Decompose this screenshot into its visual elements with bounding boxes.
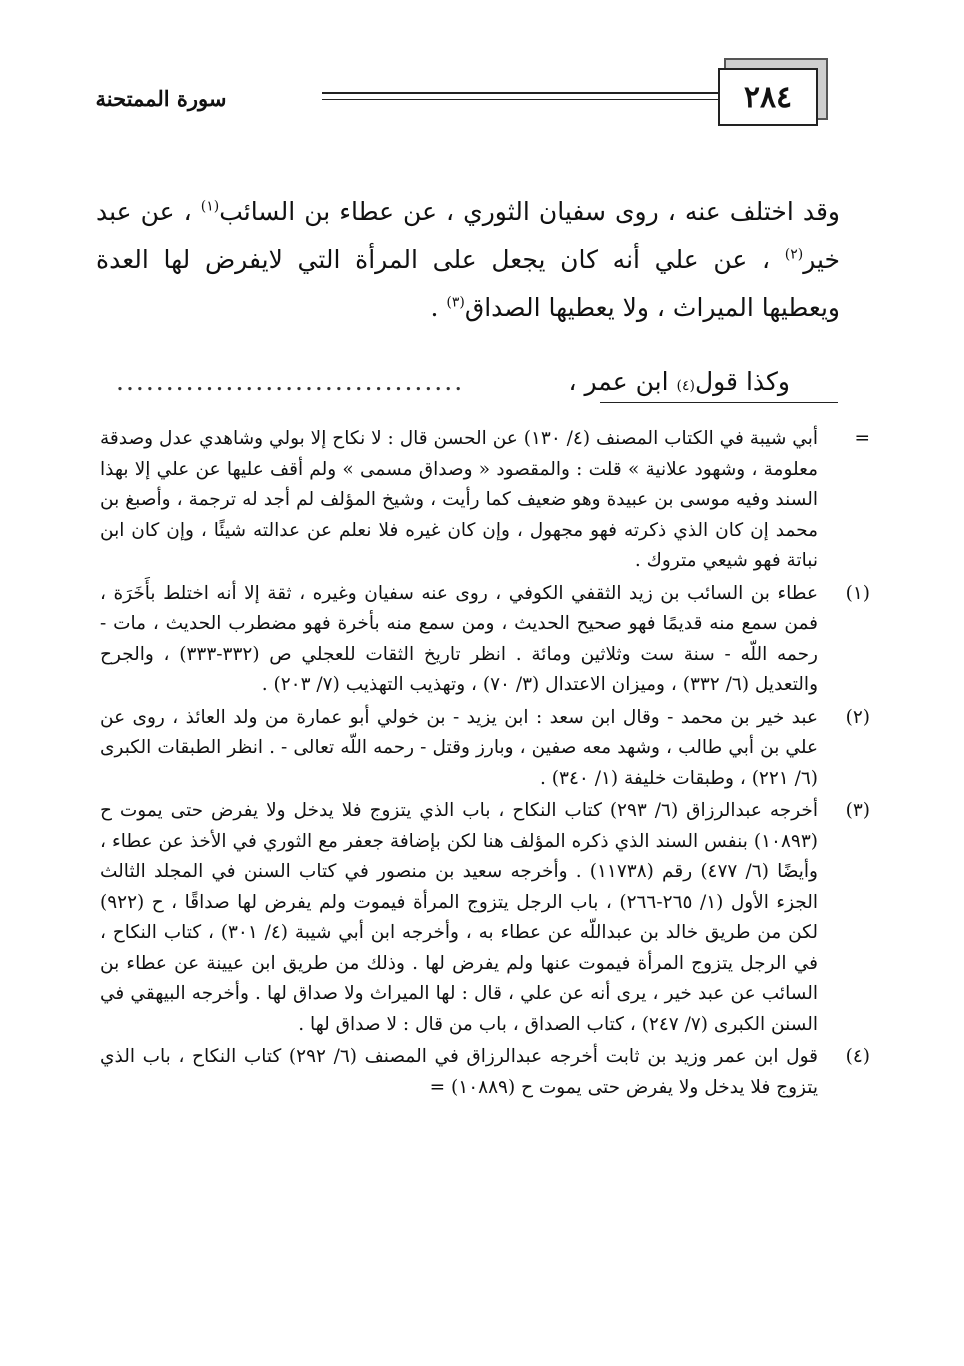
- header-rule-thin: [322, 99, 718, 100]
- header-rule: [322, 92, 718, 94]
- footnote: [100, 796, 870, 1040]
- footnote: [100, 703, 870, 795]
- main-line: ويعطيها الميراث ، ولا يعطيها الصداق$^{(٣)}$ .: [430, 293, 840, 322]
- footnote: [100, 424, 870, 577]
- footnote-text: قول ابن عمر وزيد بن ثابت أخرجه عبدالرزاق في المصنف (٦/ ٢٩٢) كتاب النكاح ، باب الذي يتزوج فلا يدخل ولا يفرض حتى يموت ح (١٠٨٨٩) =: [100, 1046, 818, 1098]
- footnote: [100, 579, 870, 701]
- ellipsis-dots: ...................................: [116, 367, 465, 396]
- page-number: ٢٨٤: [718, 68, 818, 126]
- footnote-number: (٢): [845, 706, 870, 728]
- footnote-number: =: [854, 428, 870, 449]
- footnote-number: (١): [845, 582, 870, 604]
- footnote-text: أبي شيبة في الكتاب المصنف (٤/ ١٣٠) عن الحسن قال : لا نكاح إلا بولي وشاهدي عدل وصدقة معلومة ، وشهود علانية » قلت : والمقصود « وصداق مسمى » ولم أقف عليها عن علي إلا بهذا السند وفيه موسى بن عبيدة وهو ضعيف كما رأيت ، وشيخ المؤلف لم أجد له ترجمة ، وأصبغ بن محمد إن كان الذي ذكرته فهو مجهول ، وإن كان غيره فلا نعلم عن عدالته شيئًا ، وإن كان ابن نباتة فهو شيعي متروك .: [100, 428, 818, 571]
- footnote-mark: (٢): [784, 246, 804, 263]
- footnote: [100, 1042, 870, 1103]
- footnote-mark: (٣): [446, 294, 465, 311]
- footnote-text: عطاء بن السائب بن زيد الثقفي الكوفي ، روى عنه سفيان وغيره ، ثقة إلا أنه اختلط بأَخَرَة ، فمن سمع منه قديمًا فهو صحيح الحديث ، ومن سمع منه بأخرة فهو مضطرب الحديث ، مات - رحمه اللّه - سنة ست وثلاثين ومائة . انظر تاريخ الثقات للعجلي ص (٣٣٢-٣٣٣) ، والجرح والتعديل (٦/ ٣٣٢) ، وميزان الاعتدال (٣/ ٧٠) ، وتهذيب التهذيب (٧/ ٢٠٣) .: [100, 582, 818, 695]
- continuation-line: وكذا قول (٤) ابن عمر ، ...................................: [116, 362, 790, 402]
- footnote-text: عبد خير بن محمد - وقال ابن سعد : ابن يزيد - بن خولي أبو عمارة من ولد العائذ ، روى عن علي بن أبي طالب ، وشهد معه صفين ، وبارز وقتل - رحمه اللّه تعالى - . انظر الطبقات الكبرى (٦/ ٢٢١) ، وطبقات خليفة (١/ ٣٤٠) .: [100, 706, 818, 789]
- footnote-number: (٣): [845, 800, 870, 821]
- footnotes: [100, 424, 870, 1105]
- main-line: وقد اختلف عنه ، روى سفيان الثوري ، عن عطاء بن السائب$^{(١)}$ ، عن عبد خير$^{(٢)}$ ، عن علي أنه كان يجعل على المرأة التي لايفرض لها العدة: [96, 197, 841, 274]
- footnote-mark: (١): [200, 198, 220, 215]
- main-text: [96, 188, 840, 332]
- surah-title: سورة الممتحنة: [95, 86, 227, 111]
- footnote-text: أخرجه عبدالرزاق (٦/ ٢٩٣) كتاب النكاح ، باب الذي يتزوج فلا يدخل ولا يفرض حتى يموت ح (١٠٨٩٣) بنفس السند الذي ذكره المؤلف هنا لكن بإضافة جعفر مع الثوري في الأخذ عن عطاء ، وأيضًا (٦/ ٤٧٧) رقم (١١٧٣٨) . وأخرجه سعيد بن منصور في كتاب السنن في المجلد الثالث الجزء الأول (١/ ٢٦٥-٢٦٦) ، باب الرجل يتزوج المرأة فيموت ولم يفرض لها صداقًا ، ح (٩٢٢) لكن من طريق خالد بن عبداللّه عن عطاء به ، وأخرجه ابن أبي شيبة (٤/ ٣٠١) ، كتاب النكاح ، في الرجل يتزوج المرأة فيموت عنها ولم يفرض لها . وذلك من طريق ابن عيينة عن عطاء بن السائب عن عبد خير ، يرى أنه عن علي ، قال : لها الميراث ولا صداق لها . وأخرجه البيهقي في السنن الكبرى (٧/ ٢٤٧) ، كتاب الصداق ، باب من قال : لا صداق لها .: [100, 800, 819, 1035]
- footnote-number: (٤): [845, 1046, 870, 1067]
- footnote-separator: [600, 402, 838, 403]
